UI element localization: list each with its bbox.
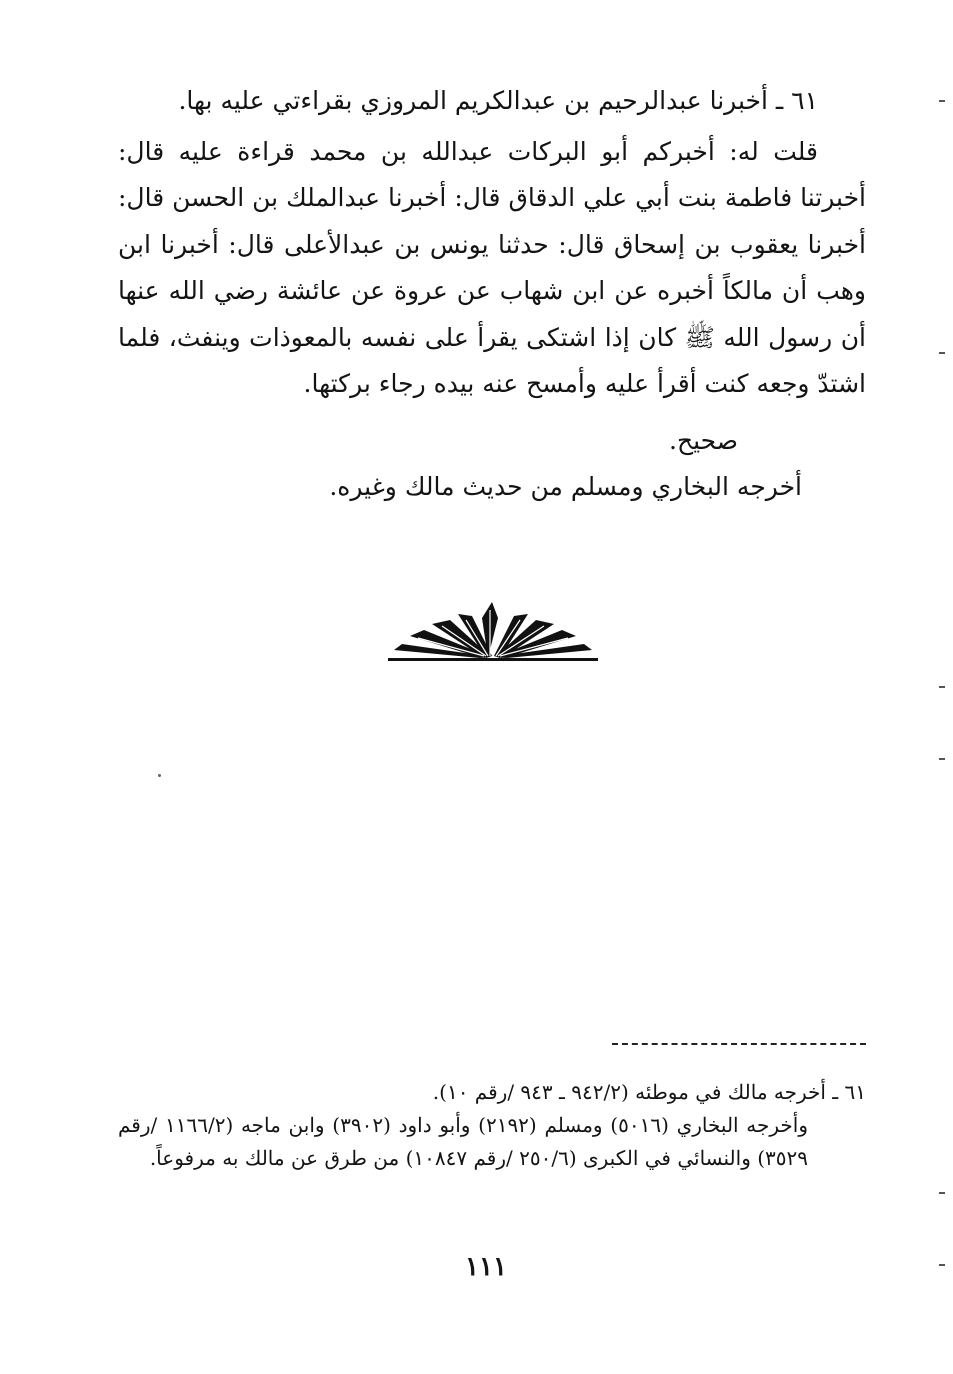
verdict-line: صحيح. <box>669 425 738 455</box>
footnote-61: ٦١ ـ أخرجه مالك في موطئه (٩٤٢/٢ ـ ٩٤٣ /رقم ١٠). <box>432 1080 866 1104</box>
margin-mark <box>939 758 945 760</box>
sunburst-ornament-icon <box>388 596 598 666</box>
footnote-separator <box>612 1043 866 1045</box>
scan-speck <box>158 774 161 777</box>
isnad-paragraph: قلت له: أخبركم أبو البركات عبدالله بن محمد قراءة عليه قال: أخبرتنا فاطمة بنت أبي علي الدقاق قال: أخبرنا عبدالملك بن الحسن قال: أخبرنا يعقوب بن إسحاق قال: حدثنا يونس بن عبدالأعلى قال: أخبرنا ابن وهب أن مالكاً أخبره عن ابن شهاب عن عروة عن عائشة رضي الله عنها أن رسول الله ﷺ كان إذا اشتكى يقرأ على نفسه بالمعوذات وينفث، فلما اشتدّ وجعه كنت أقرأ عليه وأمسح عنه بيده رجاء بركتها. <box>118 136 866 398</box>
margin-mark <box>939 352 945 354</box>
main-text-block <box>118 78 866 511</box>
takhrij-line: أخرجه البخاري ومسلم من حديث مالك وغيره. <box>329 472 802 501</box>
margin-mark <box>939 1192 945 1194</box>
margin-mark <box>939 1264 945 1266</box>
footnotes-block <box>118 1076 866 1175</box>
footnote-61-continuation: وأخرجه البخاري (٥٠١٦) ومسلم (٢١٩٢) وأبو داود (٣٩٠٢) وابن ماجه (١١٦٦/٢ /رقم ٣٥٢٩) والنسائي في الكبرى (٢٥٠/٦ /رقم ١٠٨٤٧) من طرق عن مالك به مرفوعاً. <box>118 1113 809 1170</box>
page-number: ١١١ <box>465 1252 507 1282</box>
margin-mark <box>939 686 945 688</box>
margin-mark <box>939 100 945 102</box>
hadith-header: ٦١ ـ أخبرنا عبدالرحيم بن عبدالكريم المروزي بقراءتي عليه بها. <box>178 86 818 115</box>
